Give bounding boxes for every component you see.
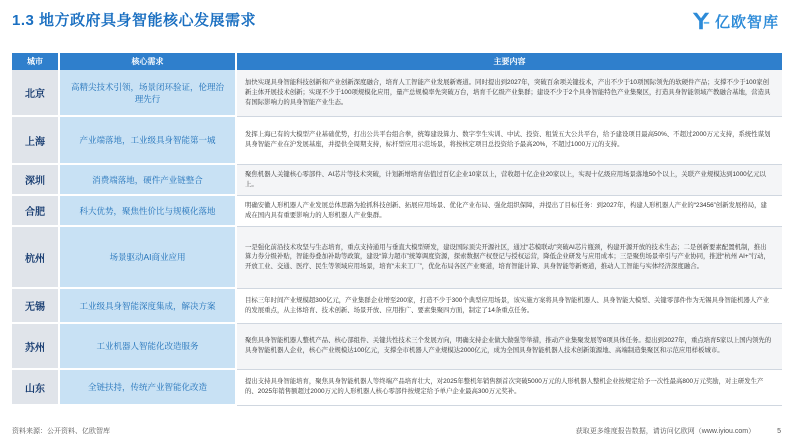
table-row <box>12 164 782 195</box>
city-cell: 深圳 <box>12 164 59 195</box>
table-row <box>12 323 782 369</box>
table-header-row <box>12 53 782 70</box>
city-cell: 北京 <box>12 70 59 116</box>
demand-cell: 消费端落地，硬件产业链整合 <box>59 164 236 195</box>
page-title: 1.3 地方政府具身智能核心发展需求 <box>12 12 257 29</box>
content-cell: 提出支持具身智能培育，聚焦具身智能机器人等终端产品培育壮大，对2025年整机年销售额首次突破5000万元的人形机器人整机企业按规定给予一次性最高800万元奖励，对主研发生产的、2025年销售额超过2000万元的人形机器人核心零部件按规定给予单户企业最高300万元奖补。 <box>236 369 782 405</box>
demand-table <box>12 53 782 406</box>
demand-cell: 全链扶持，传统产业智能化改造 <box>59 369 236 405</box>
table-row <box>12 226 782 288</box>
demand-cell: 科大优势，聚焦性价比与规模化落地 <box>59 195 236 226</box>
city-cell: 苏州 <box>12 323 59 369</box>
demand-cell: 场景驱动AI商业应用 <box>59 226 236 288</box>
table-row <box>12 369 782 405</box>
table-row <box>12 195 782 226</box>
city-cell: 杭州 <box>12 226 59 288</box>
demand-cell: 产业端落地，工业级具身智能第一城 <box>59 116 236 164</box>
table-row <box>12 70 782 116</box>
page-number: 5 <box>777 427 781 435</box>
brand-name: 亿欧智库 <box>714 13 779 31</box>
source-note: 资料来源：公开资料、亿欧智库 <box>12 428 110 435</box>
demand-cell: 高精尖技术引领，场景闭环验证，伦理治理先行 <box>59 70 236 116</box>
city-cell: 合肥 <box>12 195 59 226</box>
content-cell: 聚焦机器人关键核心零部件、AI芯片等技术突破，计划新增培育估值过百亿企业10家以上，营收超十亿企业20家以上，实现十亿级应用场景落地50个以上，关联产业规模达到1000亿元以上。 <box>236 164 782 195</box>
city-cell: 上海 <box>12 116 59 164</box>
table-row <box>12 116 782 164</box>
demand-cell: 工业机器人智能化改造服务 <box>59 323 236 369</box>
table-row <box>12 288 782 323</box>
city-cell: 无锡 <box>12 288 59 323</box>
content-cell: 明确安徽人形机器人产业发展总体思路为抢抓科技创新、拓展应用场景、优化产业布局、强化组织保障，并提出了目标任务：到2027年，构建人形机器人产业的“23456”创新发展格局，建成在国内具有重要影响力的人形机器人产业集群。 <box>236 195 782 226</box>
brand-logo <box>690 10 779 32</box>
promo-link-text[interactable]: 获取更多维度报告数据，请访问亿欧网（www.iyiou.com） <box>575 428 756 435</box>
column-header-city: 城市 <box>12 53 59 70</box>
column-header-demand: 核心需求 <box>59 53 236 70</box>
column-header-content: 主要内容 <box>236 53 782 70</box>
demand-cell: 工业级具身智能深度集成，解决方案 <box>59 288 236 323</box>
city-cell: 山东 <box>12 369 59 405</box>
content-cell: 目标三年时间产业规模超300亿元，产业集群企业增至200家，打造不少于300个典型应用场景，该实施方案将具身智能机器人、具身智能大模型、关键零部件作为无锡具身智能机器人产业的发展重点，从主体培育、技术创新、场景开放、应用推广、要素集聚四方面，制定了14条重点任务。 <box>236 288 782 323</box>
content-cell: 聚焦具身智能机器人整机产品、核心部组件、关键共性技术三个发展方向，明确支持企业做大做强等举措，推动产业集聚发展等8项具体任务。提出到2027年，重点培育5家以上国内领先的具身智能机器人企业，核心产业规模达100亿元，支撑全市机器人产业规模达2000亿元，成为全国具身智能机器人技术创新策源地、高端制造集聚区和示范应用样板城市。 <box>236 323 782 369</box>
yiou-logo-icon <box>690 10 712 32</box>
footer-right <box>576 426 781 436</box>
content-cell: 一是强化前沿技术攻坚与生态培育，重点支持通用与垂直大模型研发，建设国际顶尖开源社区，通过“芯模联动”突破AI芯片瓶颈，构建开源开放的技术生态；二是创新要素配置机制，推出算力券分级补贴，智能券叠加补助等政策，建设“算力超市”统筹调度资源，探索数据产权登记与授权运营，降低企业研发与应用成本；三是聚焦场景牵引与产业协同，推进“杭州 AI+”行动，开放工业、交通、医疗、民生等领域应用场景，培育“未来工厂”，优化布局各区产业赛道，培育智能计算、具身智能等新赛道，推动人工智能与实体经济深度融合。 <box>236 226 782 288</box>
content-cell: 发挥上海已有的大模型产业基础优势，打出公共平台组合拳，统筹建设算力、数字孪生实训、中试、投资、租赁五大公共平台，给予建设项目最高50%、不超过2000万元支持，系统性谋划具身智能产业在沪发展基座，并提供全周期支持，标杆型应用示范场景，将按核定项目总投资给予最高20%，不超过1000万元的支持。 <box>236 116 782 164</box>
content-cell: 加快实现具身智能科技创新和产业创新深度融合，培育人工智能产业发展新赛道。同时提出到2027年，突破百余项关键技术，产出不少于10项国际领先的软硬件产品；支撑不少于100家创新主体开展技术创新；实现不少于100项规模化应用，量产总规模率先突破万台，培育千亿级产业集群；建设不少于2个具身智能特色产业集聚区，打造具身智能领域产教融合基地，营造具有国际影响力的具身智能产业生态。 <box>236 70 782 116</box>
